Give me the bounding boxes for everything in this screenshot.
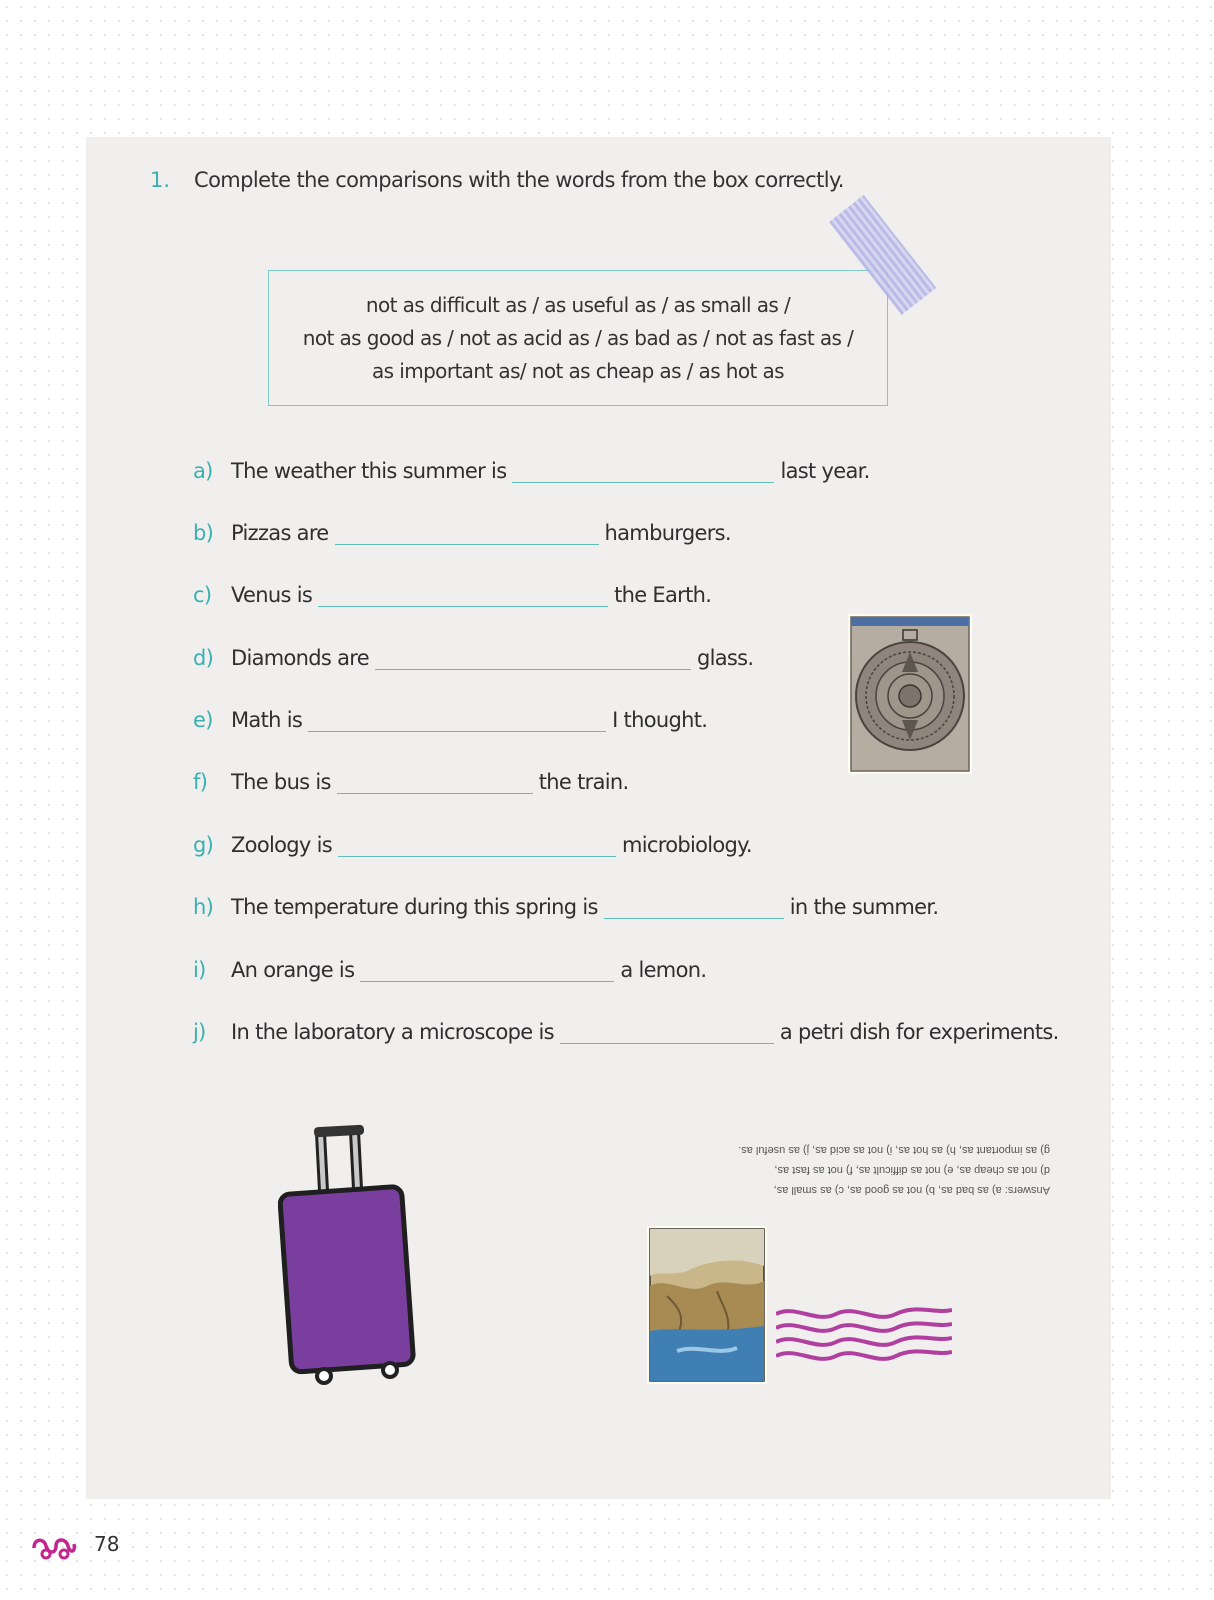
- exercise-item-f: [193, 764, 628, 794]
- exercise-item-e: [193, 702, 707, 732]
- item-label: j): [193, 1020, 206, 1044]
- answer-blank[interactable]: [560, 1021, 774, 1044]
- item-text-before: Diamonds are: [231, 646, 369, 670]
- item-text-after: a petri dish for experiments.: [779, 1020, 1059, 1044]
- answer-key-line: d) not as cheap as, e) not as difficult as, f) not as fast as,: [774, 1164, 1050, 1176]
- exercise-item-j: [193, 1014, 1059, 1044]
- item-text-after: I thought.: [612, 708, 708, 732]
- exercise-number: 1.: [150, 168, 171, 192]
- logo-icon: [30, 1532, 78, 1562]
- exercise-instruction: Complete the comparisons with the words from the box correctly.: [194, 168, 844, 192]
- answer-blank[interactable]: [337, 771, 533, 794]
- exercise-item-a: [193, 453, 870, 483]
- item-text-after: a lemon.: [620, 958, 707, 982]
- exercise-item-g: [193, 827, 752, 857]
- item-label: b): [193, 521, 214, 545]
- exercise-item-i: [193, 952, 706, 982]
- item-text-after: the Earth.: [614, 583, 712, 607]
- item-text-before: The weather this summer is: [231, 459, 507, 483]
- answer-blank[interactable]: [604, 896, 784, 919]
- item-text-after: the train.: [538, 770, 629, 794]
- postmark-waves: [776, 1300, 952, 1370]
- item-text-after: hamburgers.: [604, 521, 731, 545]
- item-label: i): [193, 958, 206, 982]
- word-box-line: not as difficult as / as useful as / as small as /: [365, 292, 791, 317]
- suitcase-illustration: [278, 1124, 424, 1386]
- answer-blank[interactable]: [375, 647, 691, 670]
- word-box-line: as important as/ not as cheap as / as hot as: [372, 358, 784, 383]
- answer-blank[interactable]: [335, 522, 599, 545]
- answer-blank[interactable]: [512, 460, 774, 483]
- item-text-before: Zoology is: [231, 833, 332, 857]
- item-text-before: The bus is: [231, 770, 331, 794]
- item-label: d): [193, 646, 214, 670]
- exercise-item-b: [193, 515, 731, 545]
- answer-key-line: Answers: a) as bad as, b) not as good as, c) as small as,: [773, 1184, 1050, 1196]
- item-label: e): [193, 708, 213, 732]
- aztec-calendar-stamp: [848, 614, 972, 774]
- item-text-before: In the laboratory a microscope is: [231, 1020, 554, 1044]
- item-text-before: Math is: [231, 708, 303, 732]
- exercise-item-c: [193, 577, 711, 607]
- page-number: 78: [94, 1532, 120, 1556]
- item-label: h): [193, 895, 214, 919]
- answer-blank[interactable]: [338, 834, 616, 857]
- answer-blank[interactable]: [318, 584, 608, 607]
- answer-blank[interactable]: [360, 959, 614, 982]
- answer-key: [700, 1140, 1050, 1200]
- landscape-stamp: [647, 1226, 767, 1384]
- item-text-before: The temperature during this spring is: [231, 895, 598, 919]
- item-label: g): [193, 833, 214, 857]
- item-text-after: last year.: [780, 459, 870, 483]
- answer-blank[interactable]: [308, 709, 606, 732]
- answer-key-line: g) as important as, h) as hot as, i) not as acid as, j) as useful as.: [738, 1144, 1050, 1156]
- item-label: f): [193, 770, 208, 794]
- item-text-after: glass.: [697, 646, 754, 670]
- word-box-line: not as good as / not as acid as / as bad as / not as fast as /: [302, 325, 854, 350]
- item-text-before: Venus is: [231, 583, 313, 607]
- word-box: [268, 270, 888, 406]
- item-text-after: in the summer.: [789, 895, 939, 919]
- item-text-after: microbiology.: [621, 833, 752, 857]
- item-text-before: An orange is: [231, 958, 355, 982]
- item-label: c): [193, 583, 212, 607]
- exercise-item-d: [193, 640, 753, 670]
- exercise-item-h: [193, 889, 938, 919]
- item-label: a): [193, 459, 213, 483]
- item-text-before: Pizzas are: [231, 521, 329, 545]
